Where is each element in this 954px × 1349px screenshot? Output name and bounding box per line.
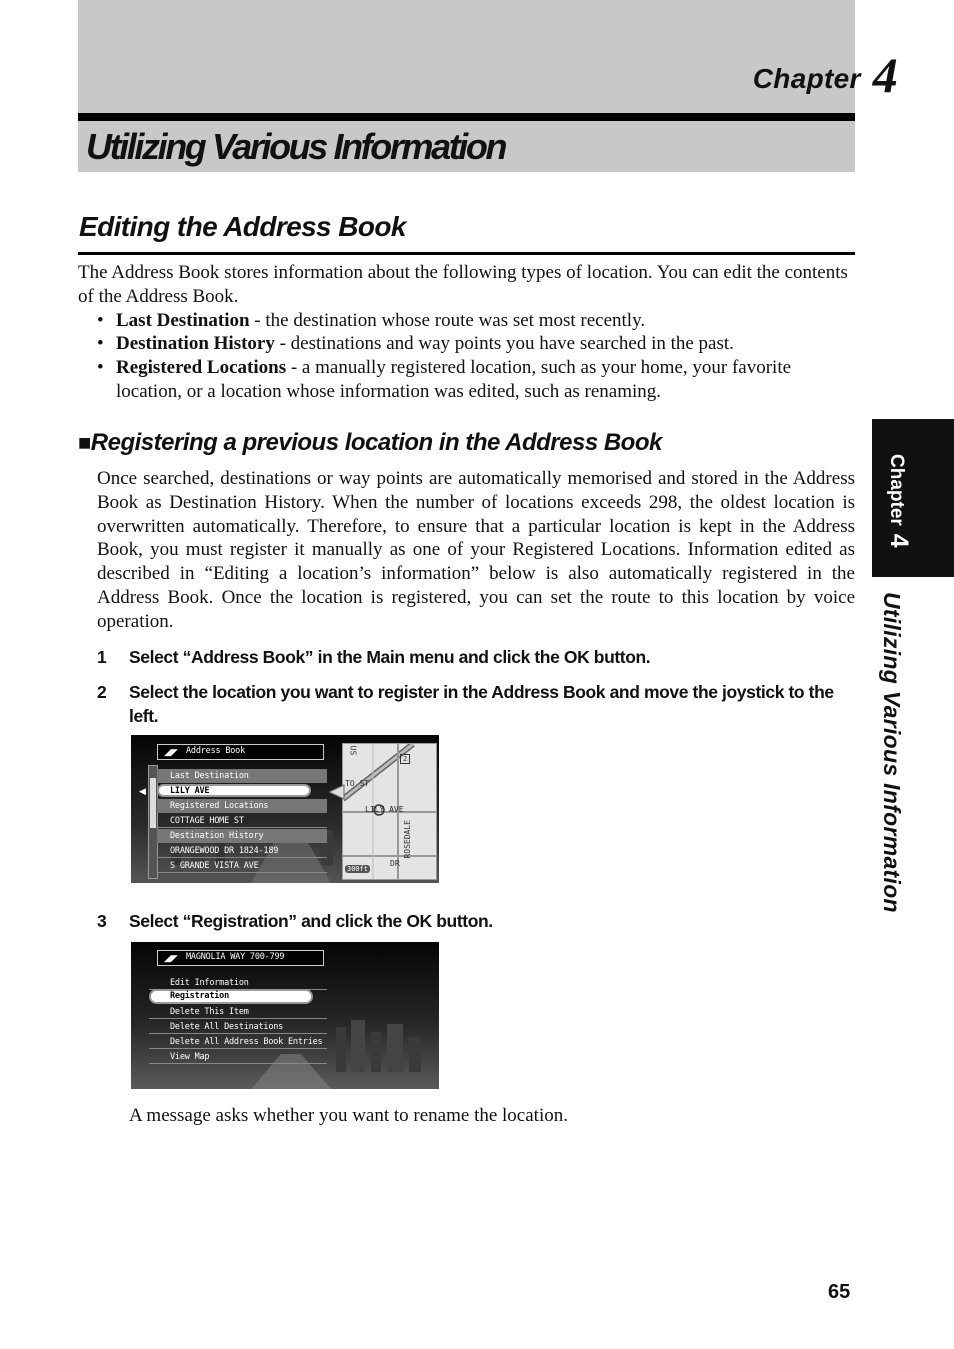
screen1-header <box>157 744 324 760</box>
book-icon: ◢◤ <box>164 747 178 757</box>
screen1-header-label: Address Book <box>186 746 246 756</box>
list-item-selected[interactable]: LILY AVE <box>157 784 311 797</box>
left-arrow-icon: ◀ <box>139 786 146 796</box>
map-label-street: TO ST <box>345 779 370 788</box>
list-item-heading: Registered Locations <box>157 799 327 813</box>
section-intro: The Address Book stores information about the following types of location. You can edit the contents of the Address Book. <box>78 262 848 307</box>
menu-item-delete-all-destinations[interactable]: Delete All Destinations <box>149 1020 327 1034</box>
chapter-label: Chapter 4 <box>752 47 898 103</box>
step-1: 1 Select “Address Book” in the Main menu and click the OK button. <box>97 647 651 667</box>
bullet-last-destination: • Last Destination - the destination whose route was set most recently. <box>97 310 646 331</box>
menu-item-delete-all-entries[interactable]: Delete All Address Book Entries <box>149 1035 327 1049</box>
screen2-menu <box>149 976 329 1066</box>
chapter-header-band <box>78 0 855 113</box>
subsection-title: ■Registering a previous location in the Address Book <box>78 429 662 456</box>
book-icon: ◢◤ <box>164 953 178 963</box>
chapter-title-rule <box>78 113 855 121</box>
chapter-number: 4 <box>872 47 898 103</box>
screen2-header-label: MAGNOLIA WAY 700-799 <box>186 952 285 962</box>
screen1-map <box>342 743 437 880</box>
list-item[interactable]: ORANGEWOOD DR 1824-189 <box>157 844 327 858</box>
side-tab-title: Utilizing Various Information <box>879 592 905 913</box>
map-label-rosedale: ROSEDALE <box>403 820 412 859</box>
side-tab-label: Chapter4 <box>885 454 913 548</box>
bullet-destination-history: • Destination History - destinations and way points you have searched in the past. <box>97 333 734 354</box>
chapter-title: Utilizing Various Information <box>86 126 506 167</box>
list-item[interactable]: COTTAGE HOME ST <box>157 814 327 828</box>
bullet-registered-locations: • Registered Locations - a manually registered location, such as your home, your favorite location, or a location whose information was edited, such as renaming. <box>97 357 792 402</box>
list-item-heading: Destination History <box>157 829 327 843</box>
menu-item-edit-information[interactable]: Edit Information <box>149 976 327 990</box>
page-number: 65 <box>828 1281 851 1303</box>
step-3-result-note: A message asks whether you want to rename the location. <box>129 1105 568 1126</box>
scrollbar-thumb[interactable] <box>150 778 156 828</box>
list-item[interactable]: S GRANDE VISTA AVE <box>157 859 327 873</box>
map-label-us: US <box>348 745 358 756</box>
side-tab-number: 4 <box>885 533 913 548</box>
screenshot-address-book <box>131 735 439 883</box>
map-label-lily-ave: LILY AVE <box>365 805 404 814</box>
menu-item-registration-selected[interactable]: Registration <box>149 989 313 1004</box>
map-label-route: 2 <box>400 754 410 764</box>
map-scale: 300ft <box>347 865 369 873</box>
menu-item-view-map[interactable]: View Map <box>149 1050 327 1064</box>
map-label-dr: DR <box>390 859 400 868</box>
screen1-list <box>157 769 327 879</box>
subsection-body: Once searched, destinations or way points are automatically memorised and stored in the Address Book as Destination History. When the number of locations exceeds 298, the oldest location is overwritten automatically. Therefore, to ensure that a particular location is kept in the Address Book, you must register it manually as one of your Registered Locations. Information edited as described in “Editing a location’s information” below is also automatically registered in the Address Book. Once the location is registered, you can set the route to this location by voice operation. <box>97 468 855 632</box>
screen2-header <box>157 950 324 966</box>
section-rule <box>78 252 855 255</box>
screenshot-registration-menu <box>131 942 439 1089</box>
step-2: 2 Select the location you want to register in the Address Book and move the joystick to the left. <box>97 682 834 726</box>
pointer-arrow-icon <box>329 782 349 802</box>
section-title: Editing the Address Book <box>79 211 406 242</box>
list-item-heading: Last Destination <box>157 769 327 783</box>
step-3: 3 Select “Registration” and click the OK button. <box>97 911 493 931</box>
menu-item-delete-this-item[interactable]: Delete This Item <box>149 1005 327 1019</box>
